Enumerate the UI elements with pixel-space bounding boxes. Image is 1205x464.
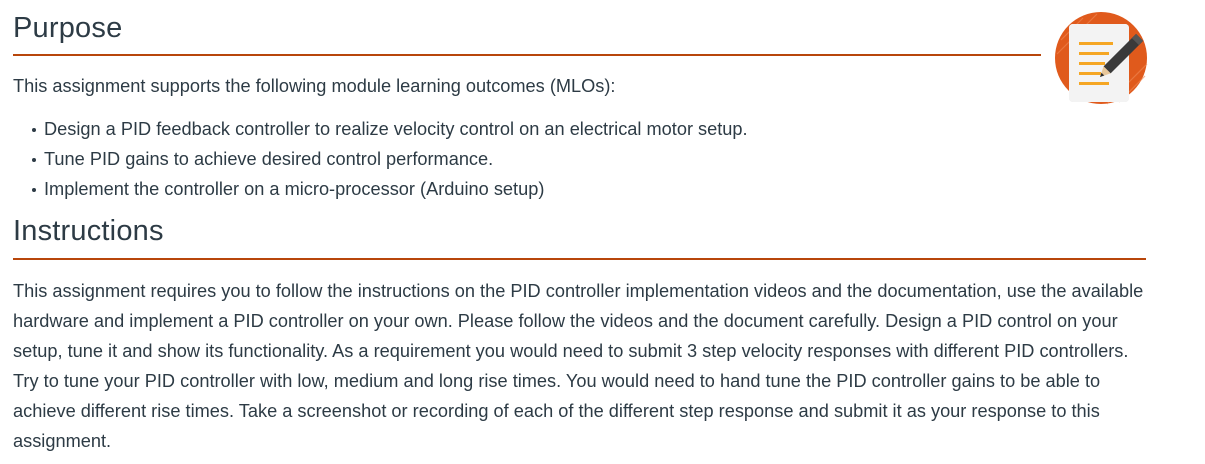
instructions-body: This assignment requires you to follow the instructions on the PID controller implementation videos and the documentation, use the available hardware and implement a PID controller on your own. Please follow the videos and the document carefully. Design a PID control on your setup, tune it and show its functionality. As a requirement you would need to submit 3 step velocity responses with different PID controllers. Try to tune your PID controller with low, medium and long rise times. You would need to hand tune the PID controller gains to be able to achieve different rise times. Take a screenshot or recording of each of the different step response and submit it as your response to this assignment.: [13, 281, 1144, 451]
notepad-pencil-icon: [1053, 10, 1149, 106]
instructions-heading: Instructions: [13, 215, 164, 247]
mlo-item: Implement the controller on a micro-processor (Arduino setup): [13, 174, 748, 204]
mlo-item: Design a PID feedback controller to realize velocity control on an electrical motor setup.: [13, 114, 748, 144]
purpose-heading: Purpose: [13, 12, 123, 44]
instructions-divider: [13, 258, 1146, 260]
purpose-intro: This assignment supports the following module learning outcomes (MLOs):: [13, 76, 616, 96]
mlo-item: Tune PID gains to achieve desired control performance.: [13, 144, 748, 174]
purpose-divider: [13, 54, 1041, 56]
mlo-list: [13, 114, 748, 204]
